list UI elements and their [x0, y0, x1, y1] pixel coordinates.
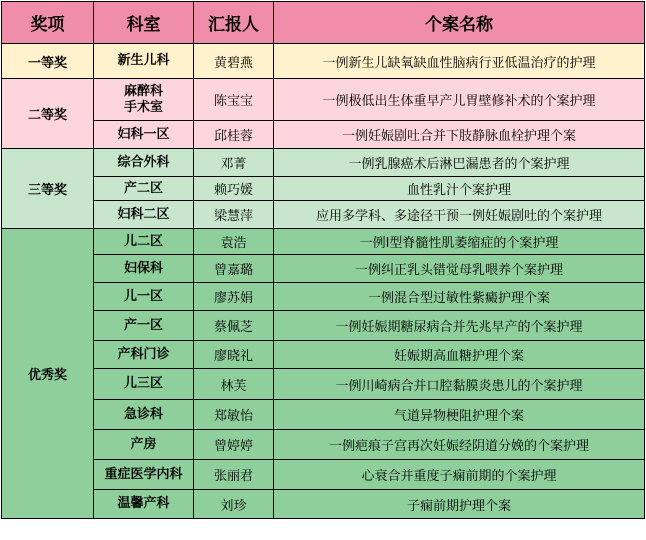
table-row [2, 255, 645, 283]
table-row [2, 177, 645, 201]
dept-cell: 温馨产科 [94, 490, 194, 519]
table-row [2, 44, 645, 79]
case-cell: 一例妊娠期糖尿病合并先兆早产的个案护理 [274, 311, 645, 341]
case-cell: 一例极低出生体重早产儿胃壁修补术的个案护理 [274, 79, 645, 121]
reporter-cell: 曾婷婷 [194, 430, 274, 460]
case-cell: 妊娠期高血糖护理个案 [274, 341, 645, 369]
header-award: 奖项 [2, 2, 94, 44]
case-cell: 一例纠正乳头错觉母乳喂养个案护理 [274, 255, 645, 283]
dept-cell: 妇保科 [94, 255, 194, 283]
header-reporter: 汇报人 [194, 2, 274, 44]
case-cell: 应用多学科、多途径干预一例妊娠剧吐的个案护理 [274, 201, 645, 229]
reporter-cell: 梁慧萍 [194, 201, 274, 229]
reporter-cell: 郑敏怡 [194, 400, 274, 430]
award-cell: 二等奖 [2, 79, 94, 149]
award-cell: 优秀奖 [2, 229, 94, 519]
dept-cell: 新生儿科 [94, 44, 194, 79]
reporter-cell: 黄碧燕 [194, 44, 274, 79]
table-row [2, 121, 645, 149]
reporter-cell: 廖苏娟 [194, 283, 274, 311]
dept-cell: 儿二区 [94, 229, 194, 255]
table-row [2, 79, 645, 121]
header-dept: 科室 [94, 2, 194, 44]
award-table-body [2, 44, 645, 519]
dept-cell: 产科门诊 [94, 341, 194, 369]
reporter-cell: 陈宝宝 [194, 79, 274, 121]
table-row [2, 341, 645, 369]
reporter-cell: 赖巧媛 [194, 177, 274, 201]
reporter-cell: 蔡佩芝 [194, 311, 274, 341]
reporter-cell: 曾嘉璐 [194, 255, 274, 283]
dept-cell: 儿三区 [94, 369, 194, 400]
dept-cell: 产二区 [94, 177, 194, 201]
reporter-cell: 林芙 [194, 369, 274, 400]
case-cell: 心衰合并重度子痫前期的个案护理 [274, 460, 645, 490]
reporter-cell: 张丽君 [194, 460, 274, 490]
case-cell: 一例妊娠剧吐合并下肢静脉血栓护理个案 [274, 121, 645, 149]
dept-cell: 产房 [94, 430, 194, 460]
case-cell: 一例川崎病合并口腔黏膜炎患儿的个案护理 [274, 369, 645, 400]
award-cell: 三等奖 [2, 149, 94, 229]
table-row [2, 490, 645, 519]
dept-cell: 产一区 [94, 311, 194, 341]
table-row [2, 369, 645, 400]
case-cell: 子痫前期护理个案 [274, 490, 645, 519]
case-cell: 一例Ⅰ型脊髓性肌萎缩症的个案护理 [274, 229, 645, 255]
dept-cell: 综合外科 [94, 149, 194, 177]
dept-cell: 麻醉科 手术室 [94, 79, 194, 121]
dept-cell: 重症医学内科 [94, 460, 194, 490]
reporter-cell: 袁浩 [194, 229, 274, 255]
header-case: 个案名称 [274, 2, 645, 44]
dept-cell: 急诊科 [94, 400, 194, 430]
case-cell: 气道异物梗阻护理个案 [274, 400, 645, 430]
table-row [2, 430, 645, 460]
table-row [2, 400, 645, 430]
table-row [2, 283, 645, 311]
reporter-cell: 邱桂蓉 [194, 121, 274, 149]
reporter-cell: 邓菁 [194, 149, 274, 177]
header-row [2, 2, 645, 44]
reporter-cell: 廖晓礼 [194, 341, 274, 369]
dept-cell: 妇科一区 [94, 121, 194, 149]
case-cell: 一例乳腺癌术后淋巴漏患者的个案护理 [274, 149, 645, 177]
reporter-cell: 刘珍 [194, 490, 274, 519]
case-cell: 血性乳汁个案护理 [274, 177, 645, 201]
dept-cell: 妇科二区 [94, 201, 194, 229]
case-cell: 一例新生儿缺氧缺血性脑病行亚低温治疗的护理 [274, 44, 645, 79]
table-row [2, 229, 645, 255]
table-row [2, 311, 645, 341]
case-cell: 一例疤痕子宫再次妊娠经阴道分娩的个案护理 [274, 430, 645, 460]
table-row [2, 460, 645, 490]
dept-cell: 儿一区 [94, 283, 194, 311]
award-cell: 一等奖 [2, 44, 94, 79]
table-row [2, 149, 645, 177]
case-cell: 一例混合型过敏性紫癜护理个案 [274, 283, 645, 311]
award-table [1, 1, 645, 519]
table-row [2, 201, 645, 229]
